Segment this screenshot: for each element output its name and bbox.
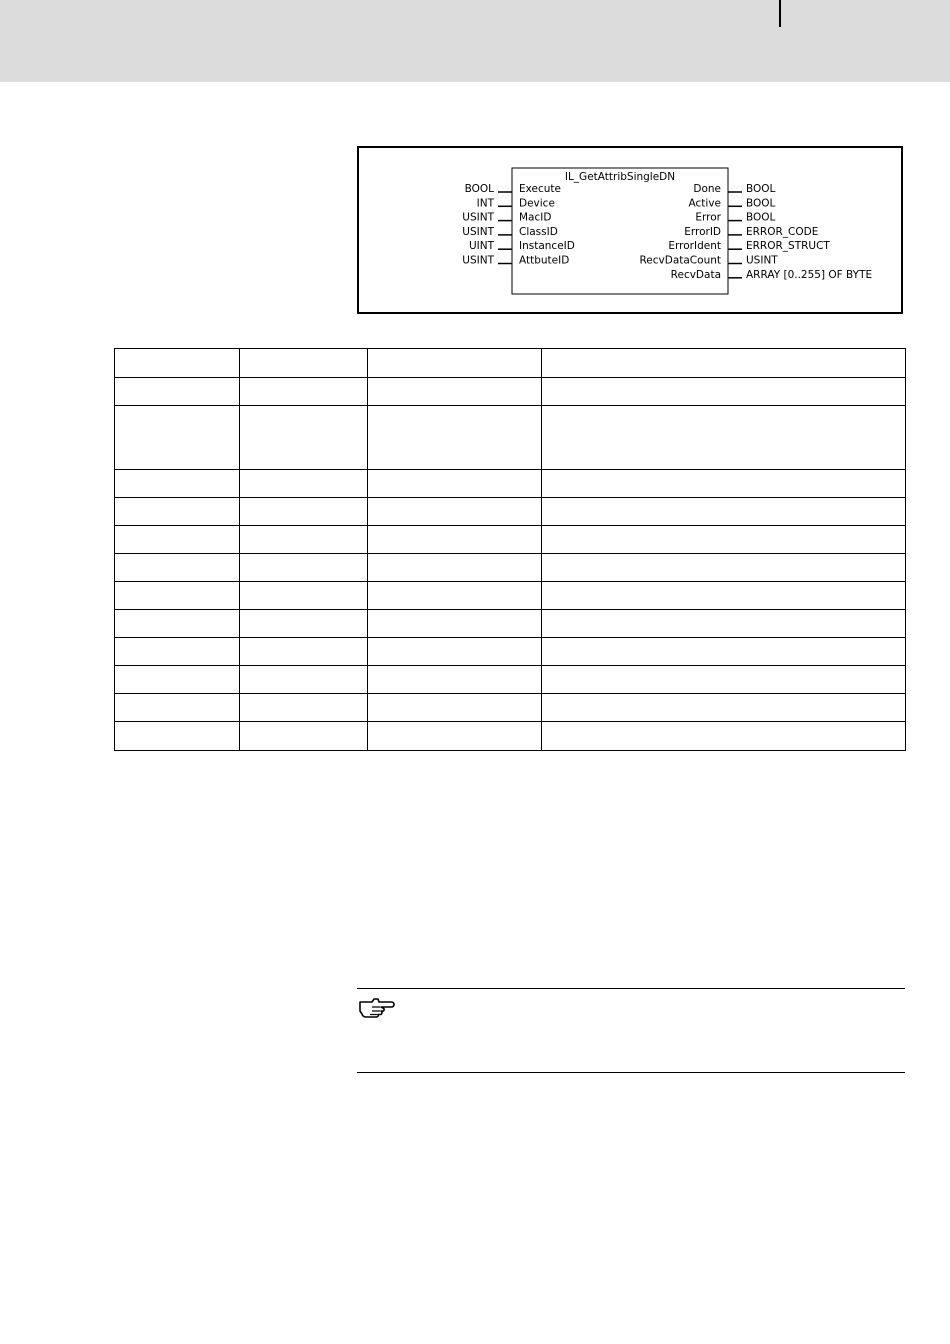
table-cell (368, 470, 542, 498)
table-cell (240, 638, 368, 666)
input-type-label: USINT (462, 211, 494, 224)
table-cell (115, 554, 240, 582)
note-box (357, 988, 905, 1073)
input-type-label: INT (476, 197, 494, 210)
pointing-hand-icon (358, 996, 398, 1018)
input-type-label: USINT (462, 254, 494, 267)
output-type-label: ERROR_CODE (746, 225, 819, 238)
table-row (115, 406, 906, 470)
table-cell (115, 406, 240, 470)
output-pin-name: Done (693, 183, 721, 195)
table-cell (240, 554, 368, 582)
table-cell (542, 638, 906, 666)
table-cell (368, 582, 542, 610)
output-pin-name: Error (695, 211, 721, 224)
table-cell (368, 349, 542, 378)
table-cell (115, 526, 240, 554)
table-cell (542, 554, 906, 582)
output-type-label: ERROR_STRUCT (746, 240, 830, 253)
table-cell (368, 638, 542, 666)
table-header-row (115, 349, 906, 378)
table-cell (542, 406, 906, 470)
table-cell (542, 470, 906, 498)
table-cell (240, 406, 368, 470)
table-cell (542, 582, 906, 610)
table-cell (368, 406, 542, 470)
table-cell (240, 470, 368, 498)
table-cell (115, 694, 240, 722)
table-cell (542, 694, 906, 722)
output-type-label: BOOL (746, 211, 776, 224)
table-cell (368, 722, 542, 751)
output-pin-name: RecvDataCount (639, 254, 721, 267)
output-pin-name: Active (688, 197, 721, 210)
table-cell (240, 694, 368, 722)
table-cell (240, 582, 368, 610)
table-cell (542, 666, 906, 694)
table-row (115, 610, 906, 638)
table-cell (115, 638, 240, 666)
table-row (115, 526, 906, 554)
table-cell (240, 610, 368, 638)
table-cell (115, 378, 240, 406)
input-type-label: UINT (468, 240, 494, 253)
table-cell (240, 378, 368, 406)
input-pin-name: ClassID (519, 225, 558, 238)
table-cell (240, 666, 368, 694)
table-cell (368, 666, 542, 694)
table-cell (368, 378, 542, 406)
table-row (115, 498, 906, 526)
table-cell (542, 722, 906, 751)
table-cell (240, 349, 368, 378)
input-pin-name: Execute (519, 183, 561, 195)
table-cell (115, 349, 240, 378)
input-pin-name: InstanceID (519, 240, 575, 253)
table-cell (115, 722, 240, 751)
table-cell (115, 470, 240, 498)
header-tick-mark (779, 0, 781, 27)
table-row (115, 470, 906, 498)
parameter-table (114, 348, 906, 751)
output-type-label: USINT (746, 254, 778, 267)
input-pin-name: AttbuteID (519, 254, 570, 267)
output-pin-name: ErrorID (684, 225, 721, 238)
input-type-label: BOOL (464, 183, 494, 195)
table-row (115, 722, 906, 751)
table-row (115, 582, 906, 610)
input-pin-name: Device (519, 197, 555, 210)
table-cell (115, 582, 240, 610)
table-row (115, 666, 906, 694)
table-cell (368, 554, 542, 582)
table-cell (115, 498, 240, 526)
table-row (115, 378, 906, 406)
table-cell (115, 610, 240, 638)
table-cell (368, 526, 542, 554)
table-cell (115, 666, 240, 694)
input-pin-name: MacID (519, 211, 552, 224)
table-cell (240, 526, 368, 554)
table-cell (542, 610, 906, 638)
table-cell (542, 378, 906, 406)
page-header-band (0, 0, 950, 82)
table-row (115, 694, 906, 722)
table-cell (368, 694, 542, 722)
output-pin-name: RecvData (670, 268, 721, 281)
table-cell (542, 498, 906, 526)
table-cell (368, 498, 542, 526)
table-cell (542, 526, 906, 554)
output-type-label: BOOL (746, 183, 776, 195)
output-type-label: BOOL (746, 197, 776, 210)
output-pin-name: ErrorIdent (668, 240, 721, 253)
table-cell (240, 498, 368, 526)
table-row (115, 554, 906, 582)
output-type-label: ARRAY [0..255] OF BYTE (746, 268, 873, 281)
table-row (115, 638, 906, 666)
table-cell (368, 610, 542, 638)
function-block-name: IL_GetAttribSingleDN (564, 171, 676, 183)
input-type-label: USINT (462, 225, 494, 238)
table-cell (240, 722, 368, 751)
function-block-diagram (357, 146, 903, 314)
table-cell (542, 349, 906, 378)
function-block-svg (359, 148, 905, 316)
